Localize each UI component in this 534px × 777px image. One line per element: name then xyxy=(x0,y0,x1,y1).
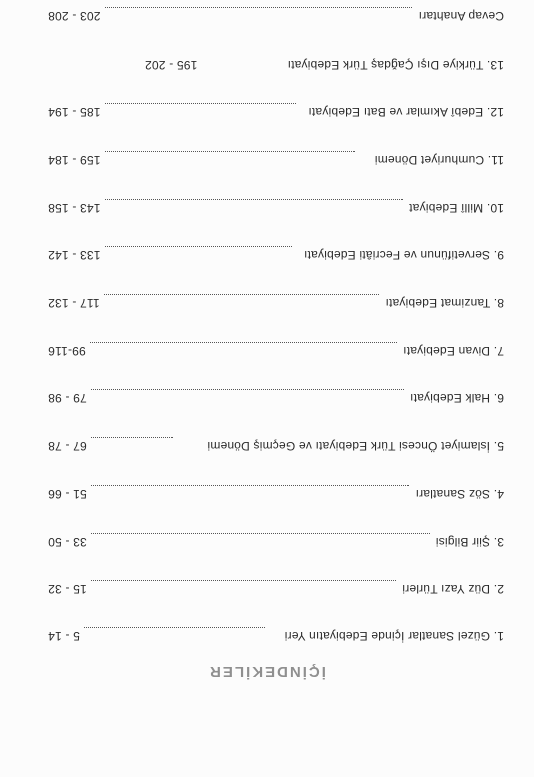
toc-dot-leader xyxy=(104,294,380,295)
toc-entry xyxy=(48,481,504,501)
toc-entry-pages: 195 - 202 xyxy=(144,58,198,72)
toc-dot-leader xyxy=(105,199,404,200)
toc-dot-leader xyxy=(105,151,355,152)
toc-entry-label: 2. Düz Yazı Türleri xyxy=(402,582,504,596)
toc-entry-label: 3. Şiir Bilgisi xyxy=(435,535,504,549)
toc-entry xyxy=(48,623,504,643)
toc-entry-label: 7. Divan Edebiyatı xyxy=(403,344,504,358)
toc-dot-leader xyxy=(91,580,396,581)
toc-dot-leader xyxy=(105,7,413,8)
toc-entry-pages: 51 - 66 xyxy=(48,487,87,501)
toc-entry-label: 4. Söz Sanatları xyxy=(415,487,504,501)
toc-entry-label: 1. Güzel Sanatlar İçinde Edebiyatın Yeri xyxy=(284,629,504,643)
toc-entry xyxy=(48,529,504,549)
toc-entry-pages: 79 - 98 xyxy=(48,391,87,405)
toc-entry xyxy=(48,99,504,119)
toc-entry xyxy=(48,3,504,23)
toc-entry xyxy=(48,385,504,405)
toc-entry-pages: 143 - 158 xyxy=(48,201,101,215)
toc-dot-leader xyxy=(91,437,173,438)
toc-entry-label: 6. Halk Edebiyatı xyxy=(409,391,504,405)
toc-entry-label: 10. Millî Edebiyat xyxy=(409,201,504,215)
toc-entry-label: Cevap Anahtarı xyxy=(418,9,504,23)
toc-entry-label: 13. Türkiye Dışı Çağdaş Türk Edebiyatı xyxy=(287,58,504,72)
toc-entry xyxy=(48,242,504,262)
toc-dot-leader xyxy=(105,103,297,104)
toc-dot-leader xyxy=(84,627,265,628)
toc-entry-pages: 185 - 194 xyxy=(48,105,101,119)
toc-entry xyxy=(48,576,504,596)
toc-entry-pages: 133 - 142 xyxy=(48,248,101,262)
toc-entry-label: 5. İslamiyet Öncesi Türk Edebiyatı ve Geçmiş Dönemi xyxy=(207,439,504,453)
page-title: İÇİNDEKİLER xyxy=(208,663,326,680)
toc-entry xyxy=(48,52,504,72)
toc-entry xyxy=(48,147,504,167)
toc-dot-leader xyxy=(90,342,397,343)
toc-entry-label: 11. Cumhuriyet Dönemi xyxy=(374,153,504,167)
toc-dot-leader xyxy=(91,389,404,390)
toc-dot-leader xyxy=(105,246,292,247)
toc-entry-pages: 67 - 78 xyxy=(48,439,87,453)
toc-entry xyxy=(48,433,504,453)
toc-entry xyxy=(48,290,504,310)
toc-entry-pages: 99-116 xyxy=(48,344,86,358)
toc-entry-pages: 159 - 184 xyxy=(48,153,101,167)
toc-entry-pages: 15 - 32 xyxy=(48,582,87,596)
toc-entry-pages: 33 - 50 xyxy=(48,535,87,549)
toc-entry xyxy=(48,195,504,215)
toc-dot-leader xyxy=(91,485,410,486)
toc-entry-pages: 5 - 14 xyxy=(48,629,80,643)
toc-entry-pages: 203 - 208 xyxy=(48,9,101,23)
toc-dot-leader xyxy=(91,533,430,534)
toc-entry xyxy=(48,338,504,358)
toc-entry-label: 12. Edebî Akımlar ve Batı Edebiyatı xyxy=(308,105,504,119)
toc-entry-label: 9. Servetifünun ve Fecriâti Edebiyatı xyxy=(303,248,504,262)
toc-entry-label: 8. Tanzimat Edebiyatı xyxy=(385,296,504,310)
toc-entry-pages: 117 - 132 xyxy=(48,296,100,310)
